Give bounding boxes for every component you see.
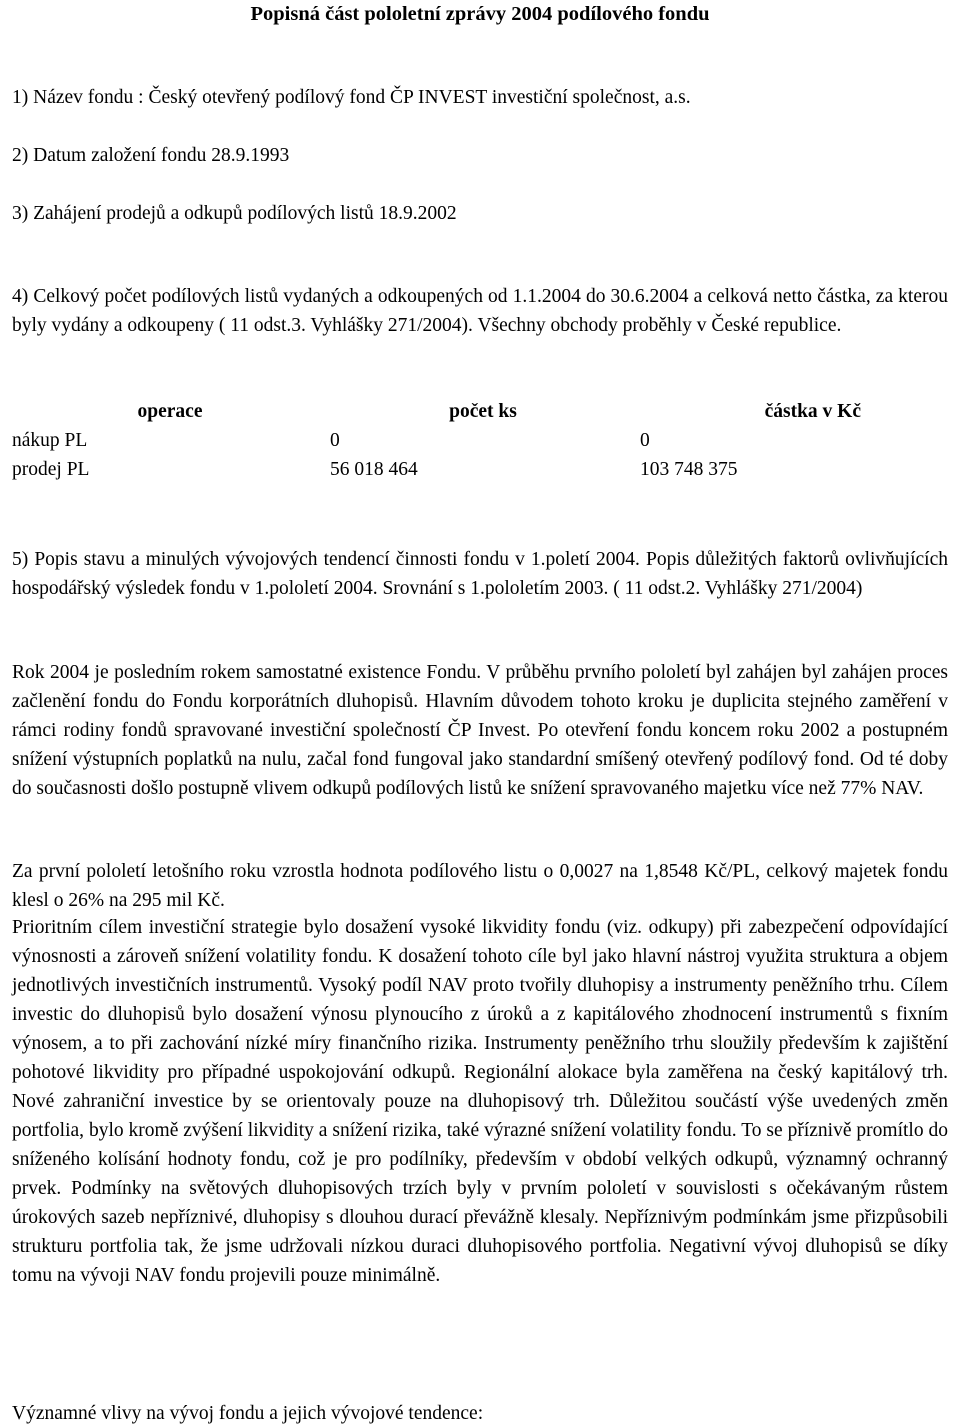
table-row [12,455,948,484]
table-cell: nákup PL [12,430,88,451]
item-units-issued: 4) Celkový počet podílových listů vydaných a odkoupených od 1.1.2004 do 30.6.2004 a celková netto částka, za kterou byly vydány a odkoupeny ( 11 odst.3. Vyhlášky 271/2004). Všechny obchody proběhly v České republice. [12,286,948,336]
section-5-heading: 5) Popis stavu a minulých vývojových tendencí činnosti fondu v 1.poletí 2004. Popis důležitých faktorů ovlivňujících hospodářský výsledek fondu v 1.pololetí 2004. Srovnání s 1.pololetím 2003. ( 11 odst.2. Vyhlášky 271/2004) [12,549,948,599]
column-header-count: počet ks [449,401,517,422]
table-cell: 103 748 375 [640,459,738,480]
table-cell: prodej PL [12,459,90,480]
table-row [12,426,948,455]
column-header-amount: částka v Kč [764,401,861,422]
operations-table [12,397,948,484]
item-founding-date: 2) Datum založení fondu 28.9.1993 [12,145,290,166]
section-5-paragraph-1: Rok 2004 je posledním rokem samostatné existence Fondu. V průběhu prvního pololetí byl zahájen byl zahájen proces začlenění fondu do Fondu korporátních dluhopisů. Hlavním důvodem tohoto kroku je duplicita stejného zaměření v rámci rodiny fondů spravované investiční společností ČP Invest. Po otevření fondu koncem roku 2002 a postupném snížení výstupních poplatků na nulu, začal fond fungoval jako standardní smíšený otevřený podílový fond. Od té doby do současnosti došlo postupně vlivem odkupů podílových listů ke snížení spravovaného majetku více než 77% NAV. [12,662,948,799]
item-sales-start: 3) Zahájení prodejů a odkupů podílových listů 18.9.2002 [12,203,457,224]
footer-heading: Významné vlivy na vývoj fondu a jejich vývojové tendence: [12,1403,484,1424]
document-title: Popisná část pololetní zprávy 2004 podílového fondu [250,3,710,25]
table-header-row [12,397,948,426]
section-5-paragraph-2: Za první pololetí letošního roku vzrostla hodnota podílového listu o 0,0027 na 1,8548 Kč/PL, celkový majetek fondu klesl o 26% na 295 mil Kč. [12,861,948,911]
column-header-operation: operace [137,401,203,422]
item-fund-name: 1) Název fondu : Český otevřený podílový fond ČP INVEST investiční společnost, a.s. [12,87,691,108]
table-cell: 56 018 464 [330,459,418,480]
table-cell: 0 [330,430,340,451]
section-5-paragraph-3: Prioritním cílem investiční strategie bylo dosažení vysoké likvidity fondu (viz. odkupy) při zabezpečení odpovídající výnosnosti a zároveň snížení volatility fondu. K dosažení tohoto cíle byl jako hlavní nástroj využita struktura a objem jednotlivých investičních instrumentů. Vysoký podíl NAV proto tvořily dluhopisy a instrumenty peněžního trhu. Cílem investic do dluhopisů bylo dosažení výnosu plynoucího z úroků a z kapitálového zhodnocení instrumentů s fixním výnosem, a to při zachování nízké míry finančního rizika. Instrumenty peněžního trhu sloužily především k zajištění pohotové likvidity pro případné uspokojování odkupů. Regionální alokace byla zaměřena na český kapitálový trh. Nové zahraniční investice by se orientovaly pouze na dluhopisový trh. Důležitou součástí výše uvedených změn portfolia, bylo kromě zvýšení likvidity a snížení rizika, také výrazné snížení volatility fondu. To se příznivě promítlo do sníženého kolísání hodnoty fondu, což je pro podílníky, především v období velkých odkupů, významný ochranný prvek. Podmínky na světových dluhopisových trzích byly v prvním pololetí v souvislosti s očekávaným růstem úrokových sazeb nepříznivé, dluhopisy s dlouhou durací převážně klesaly. Nepříznivým podmínkám jsme přizpůsobili strukturu portfolia tak, že jsme udržovali nízkou duraci dluhopisového portfolia. Negativní vývoj dluhopisů se díky tomu na vývoji NAV fondu projevili pouze minimálně. [12,917,948,1286]
table-cell: 0 [640,430,650,451]
